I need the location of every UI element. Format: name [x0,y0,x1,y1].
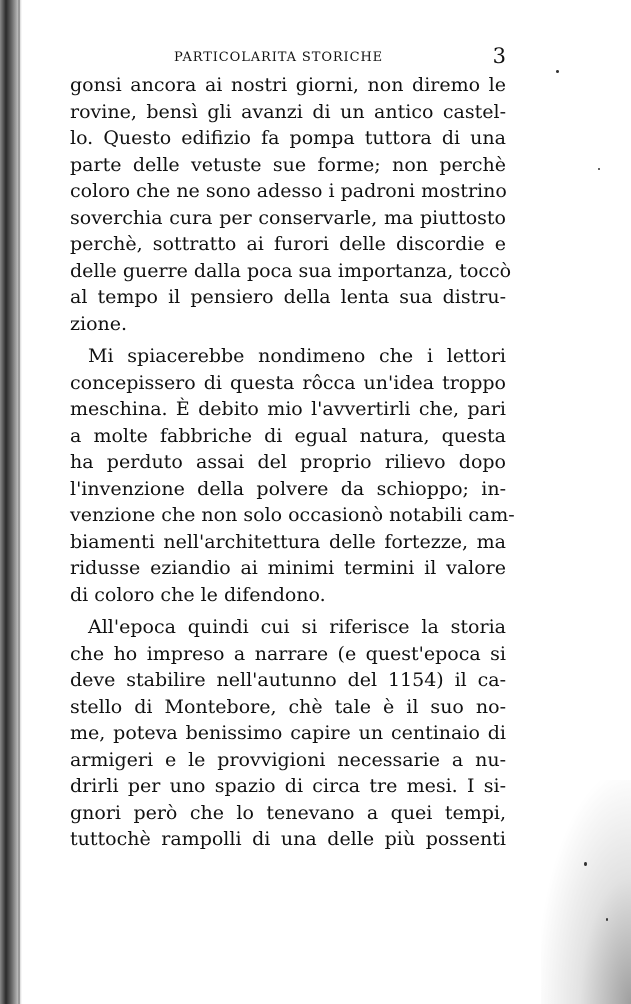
text-line: rovine, bensì gli avanzi di un antico castel- [70,100,506,123]
text-line: delle guerre dalla poca sua importanza, toccò [70,259,512,282]
text-line: meschina. È debito mio l'avvertirli che, pari [70,398,506,420]
text-line: gnori però che lo tenevano a quei tempi, [70,801,506,824]
ink-speck [584,862,587,866]
paragraph [70,72,512,337]
body-text [70,72,515,853]
text-line: coloro che ne sono adesso i padroni mostrino [70,180,507,202]
ink-speck [556,70,559,73]
page-edge-shadow [541,780,631,1004]
paragraph [70,343,515,608]
paragraph [70,614,506,853]
text-line: armigeri e le provvigioni necessarie a nu- [70,748,506,771]
ink-speck [598,168,600,170]
text-line: che ho impreso a narrare (e quest'epoca si [70,642,506,665]
text-line: biamenti nell'architettura delle fortezze, ma [70,530,506,553]
text-line: tuttochè rampolli di una delle più possenti [70,828,506,850]
text-line: l'invenzione della polvere da schioppo; in- [70,477,506,500]
page-number: 3 [492,44,506,68]
page-header [70,44,506,68]
text-line: lo. Questo edifizio fa pompa tuttora di una [70,127,506,149]
ink-speck [606,918,608,921]
text-line: stello di Montebore, chè tale è il suo no- [70,695,506,718]
text-line: zione. [70,312,128,335]
text-line: ha perduto assai del proprio rilievo dopo [70,451,506,473]
text-line: parte delle vetuste sue forme; non perchè [70,153,506,176]
text-line: gonsi ancora ai nostri giorni, non diremo le [70,74,506,96]
text-line: deve stabilire nell'autunno del 1154) il ca- [70,669,506,691]
text-line: di coloro che le difendono. [70,583,326,606]
gutter-line [18,0,20,1004]
text-line: a molte fabbriche di egual natura, questa [70,424,506,447]
text-line: me, poteva benissimo capire un centinaio di [70,722,506,744]
text-line: venzione che non solo occasionò notabili cam- [70,504,515,526]
text-line: Mi spiacerebbe nondimeno che i lettori [88,345,506,367]
running-title: PARTICOLARITA STORICHE [174,50,384,65]
text-line: perchè, sottratto ai furori delle discordie e [70,233,506,255]
text-line: soverchia cura per conservarle, ma piuttosto [70,206,506,229]
text-line: ridusse eziandio ai minimi termini il valore [70,557,506,579]
text-line: All'epoca quindi cui si riferisce la storia [88,616,506,638]
text-line: drirli per uno spazio di circa tre mesi. I si- [70,775,506,797]
text-line: al tempo il pensiero della lenta sua distru- [70,286,506,308]
text-line: concepissero di questa rôcca un'idea troppo [70,371,506,394]
